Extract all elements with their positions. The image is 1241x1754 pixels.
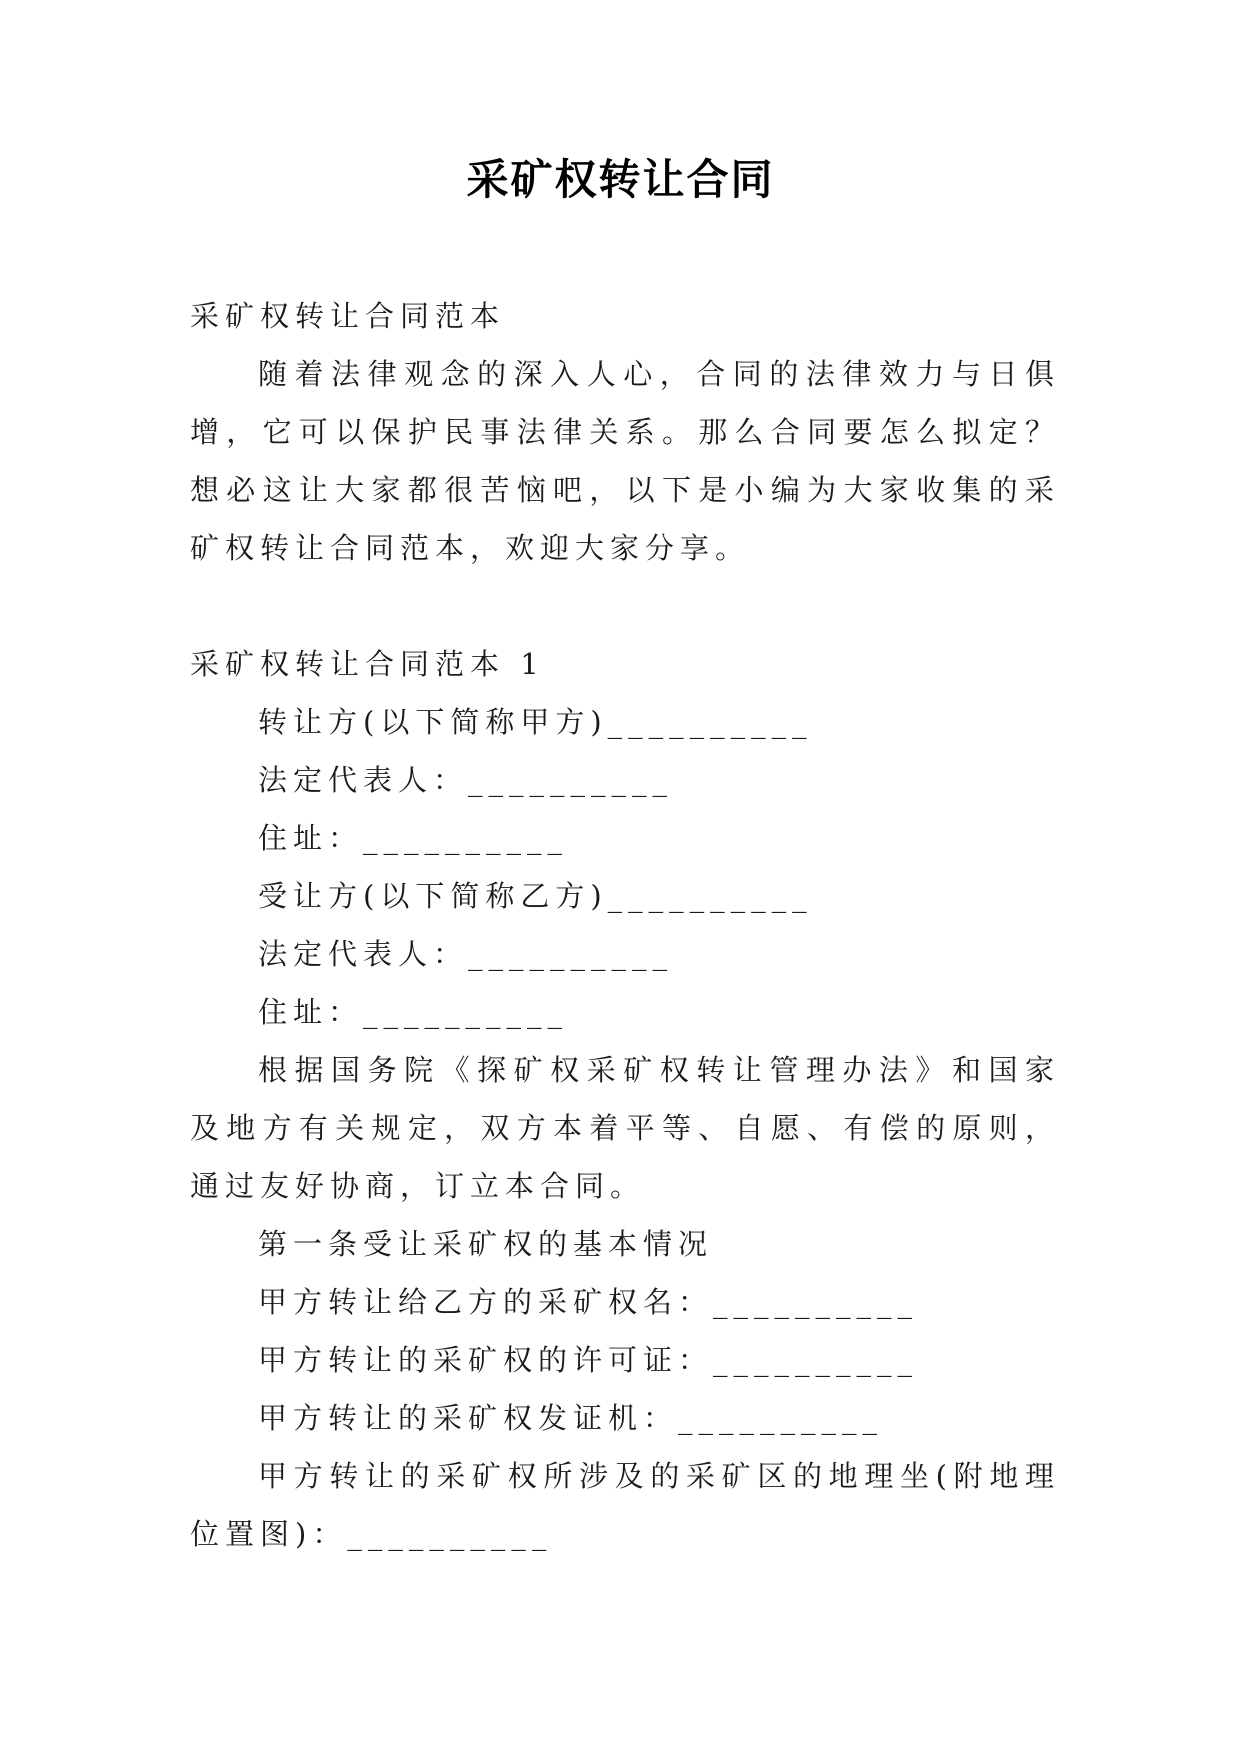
transferor-address-line: 住址：__________ xyxy=(258,821,569,855)
transferee-representative-line: 法定代表人：__________ xyxy=(258,937,674,971)
section-heading: 采矿权转让合同范本 xyxy=(190,299,506,333)
transferor-representative-line: 法定代表人：__________ xyxy=(258,763,674,797)
article-heading: 第一条受让采矿权的基本情况 xyxy=(258,1227,714,1261)
document-body xyxy=(190,287,1060,1563)
issuing-authority-line: 甲方转让的采矿权发证机：__________ xyxy=(258,1401,884,1435)
paragraph-gap xyxy=(190,577,1060,635)
transferor-line: 转让方(以下简称甲方)__________ xyxy=(258,705,813,739)
mining-right-name-line: 甲方转让给乙方的采矿权名：__________ xyxy=(258,1285,919,1319)
mining-license-line: 甲方转让的采矿权的许可证：__________ xyxy=(258,1343,919,1377)
transferee-line: 受让方(以下简称乙方)__________ xyxy=(258,879,813,913)
section-heading: 采矿权转让合同范本 1 xyxy=(190,647,545,681)
document-title: 采矿权转让合同 xyxy=(466,155,775,204)
mining-area-coordinates-line: 甲方转让的采矿权所涉及的采矿区的地理坐(附地理位置图)：__________ xyxy=(190,1459,1060,1551)
intro-paragraph: 随着法律观念的深入人心，合同的法律效力与日俱增，它可以保护民事法律关系。那么合同要怎么拟定？想必这让大家都很苦恼吧，以下是小编为大家收集的采矿权转让合同范本，欢迎大家分享。 xyxy=(190,357,1060,565)
preamble-paragraph: 根据国务院《探矿权采矿权转让管理办法》和国家及地方有关规定，双方本着平等、自愿、有偿的原则，通过友好协商，订立本合同。 xyxy=(190,1053,1060,1203)
transferee-address-line: 住址：__________ xyxy=(258,995,569,1029)
